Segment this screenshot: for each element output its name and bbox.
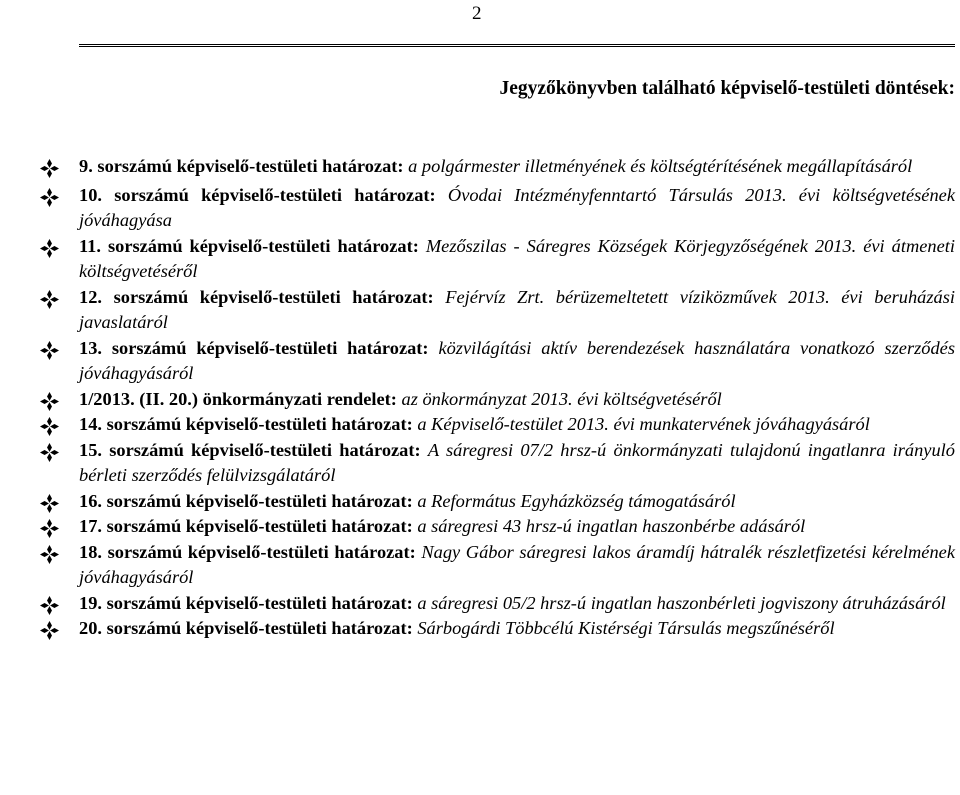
resolution-number: 12. (79, 286, 102, 307)
resolution-number: 10. (79, 184, 102, 205)
list-item (40, 387, 955, 413)
diamond-bullet-icon (40, 417, 59, 436)
resolution-number: 18. (79, 541, 102, 562)
diamond-bullet-icon (40, 494, 59, 513)
list-item (40, 183, 955, 234)
list-item (40, 591, 955, 617)
resolution-description: a polgármester illetményének és költségtérítésének megállapításáról (408, 156, 913, 176)
list-item (40, 540, 955, 591)
resolution-label: sorszámú képviselő-testületi határozat: (106, 516, 413, 536)
resolution-label: sorszámú képviselő-testületi határozat: (114, 184, 436, 205)
resolution-description: A sáregresi 07/2 hrsz-ú önkormányzati tulajdonú ingatlanra irányuló bérleti szerződés felülvizsgálatáról (79, 439, 955, 485)
diamond-bullet-icon (40, 188, 59, 207)
diamond-bullet-icon (40, 290, 59, 309)
resolution-description: a Képviselő-testület 2013. évi munkatervének jóváhagyásáról (417, 414, 870, 434)
list-item (40, 438, 955, 489)
document-title: Jegyzőkönyvben található képviselő-testületi döntések: (499, 78, 955, 99)
resolution-label: sorszámú képviselő-testületi határozat: (107, 235, 419, 256)
resolution-number: 14. (79, 414, 102, 434)
diamond-bullet-icon (40, 392, 59, 411)
resolution-number: 16. (79, 490, 102, 511)
ordinance-description: az önkormányzat 2013. évi költségvetéséről (401, 388, 722, 409)
resolution-number: 9. (79, 156, 93, 176)
decision-list (40, 154, 955, 642)
diamond-bullet-icon (40, 621, 59, 640)
diamond-bullet-icon (40, 596, 59, 615)
list-item (40, 285, 955, 336)
resolution-label: sorszámú képviselő-testületi határozat: (111, 337, 429, 358)
list-item (40, 412, 955, 438)
resolution-description: a Református Egyházközség támogatásáról (417, 490, 736, 511)
resolution-label: sorszámú képviselő-testületi határozat: (107, 541, 416, 562)
ordinance-label: 1/2013. (II. 20.) önkormányzati rendelet: (79, 388, 397, 409)
resolution-number: 11. (79, 235, 101, 256)
list-item (40, 336, 955, 387)
resolution-description: Nagy Gábor sáregresi lakos áramdíj hátralék részletfizetési kérelmének jóváhagyásáról (79, 541, 955, 587)
list-item (40, 489, 955, 515)
list-item (40, 514, 955, 540)
diamond-bullet-icon (40, 545, 59, 564)
diamond-bullet-icon (40, 443, 59, 462)
resolution-label: sorszámú képviselő-testületi határozat: (109, 439, 421, 460)
resolution-description: Fejérvíz Zrt. bérüzemeltetett víziközművek 2013. évi beruházási javaslatáról (79, 286, 955, 332)
diamond-bullet-icon (40, 519, 59, 538)
resolution-number: 20. (79, 618, 102, 638)
list-item (40, 154, 955, 180)
resolution-number: 17. (79, 516, 102, 536)
resolution-number: 19. (79, 592, 102, 613)
resolution-label: sorszámú képviselő-testületi határozat: (106, 414, 413, 434)
diamond-bullet-icon (40, 239, 59, 258)
resolution-description: a sáregresi 43 hrsz-ú ingatlan haszonbérbe adásáról (417, 516, 806, 536)
resolution-label: sorszámú képviselő-testületi határozat: (106, 618, 413, 638)
diamond-bullet-icon (40, 159, 59, 178)
resolution-number: 15. (79, 439, 102, 460)
header-rule (79, 44, 955, 47)
resolution-description: a sáregresi 05/2 hrsz-ú ingatlan haszonbérleti jogviszony átruházásáról (417, 592, 946, 613)
resolution-description: Sárbogárdi Többcélú Kistérségi Társulás megszűnéséről (417, 618, 835, 638)
resolution-description: közvilágítási aktív berendezések használatára vonatkozó szerződés jóváhagyásáról (79, 337, 955, 383)
resolution-description: Mezőszilas - Sáregres Községek Körjegyzőségének 2013. évi átmeneti költségvetéséről (79, 235, 955, 281)
resolution-label: sorszámú képviselő-testületi határozat: (113, 286, 434, 307)
page-number: 2 (472, 3, 482, 24)
list-item (40, 234, 955, 285)
resolution-description: Óvodai Intézményfenntartó Társulás 2013. évi költségvetésének jóváhagyása (79, 184, 955, 230)
resolution-label: sorszámú képviselő-testületi határozat: (106, 592, 413, 613)
resolution-label: sorszámú képviselő-testületi határozat: (106, 490, 413, 511)
resolution-label: sorszámú képviselő-testületi határozat: (97, 156, 404, 176)
list-item (40, 616, 955, 642)
resolution-number: 13. (79, 337, 102, 358)
diamond-bullet-icon (40, 341, 59, 360)
